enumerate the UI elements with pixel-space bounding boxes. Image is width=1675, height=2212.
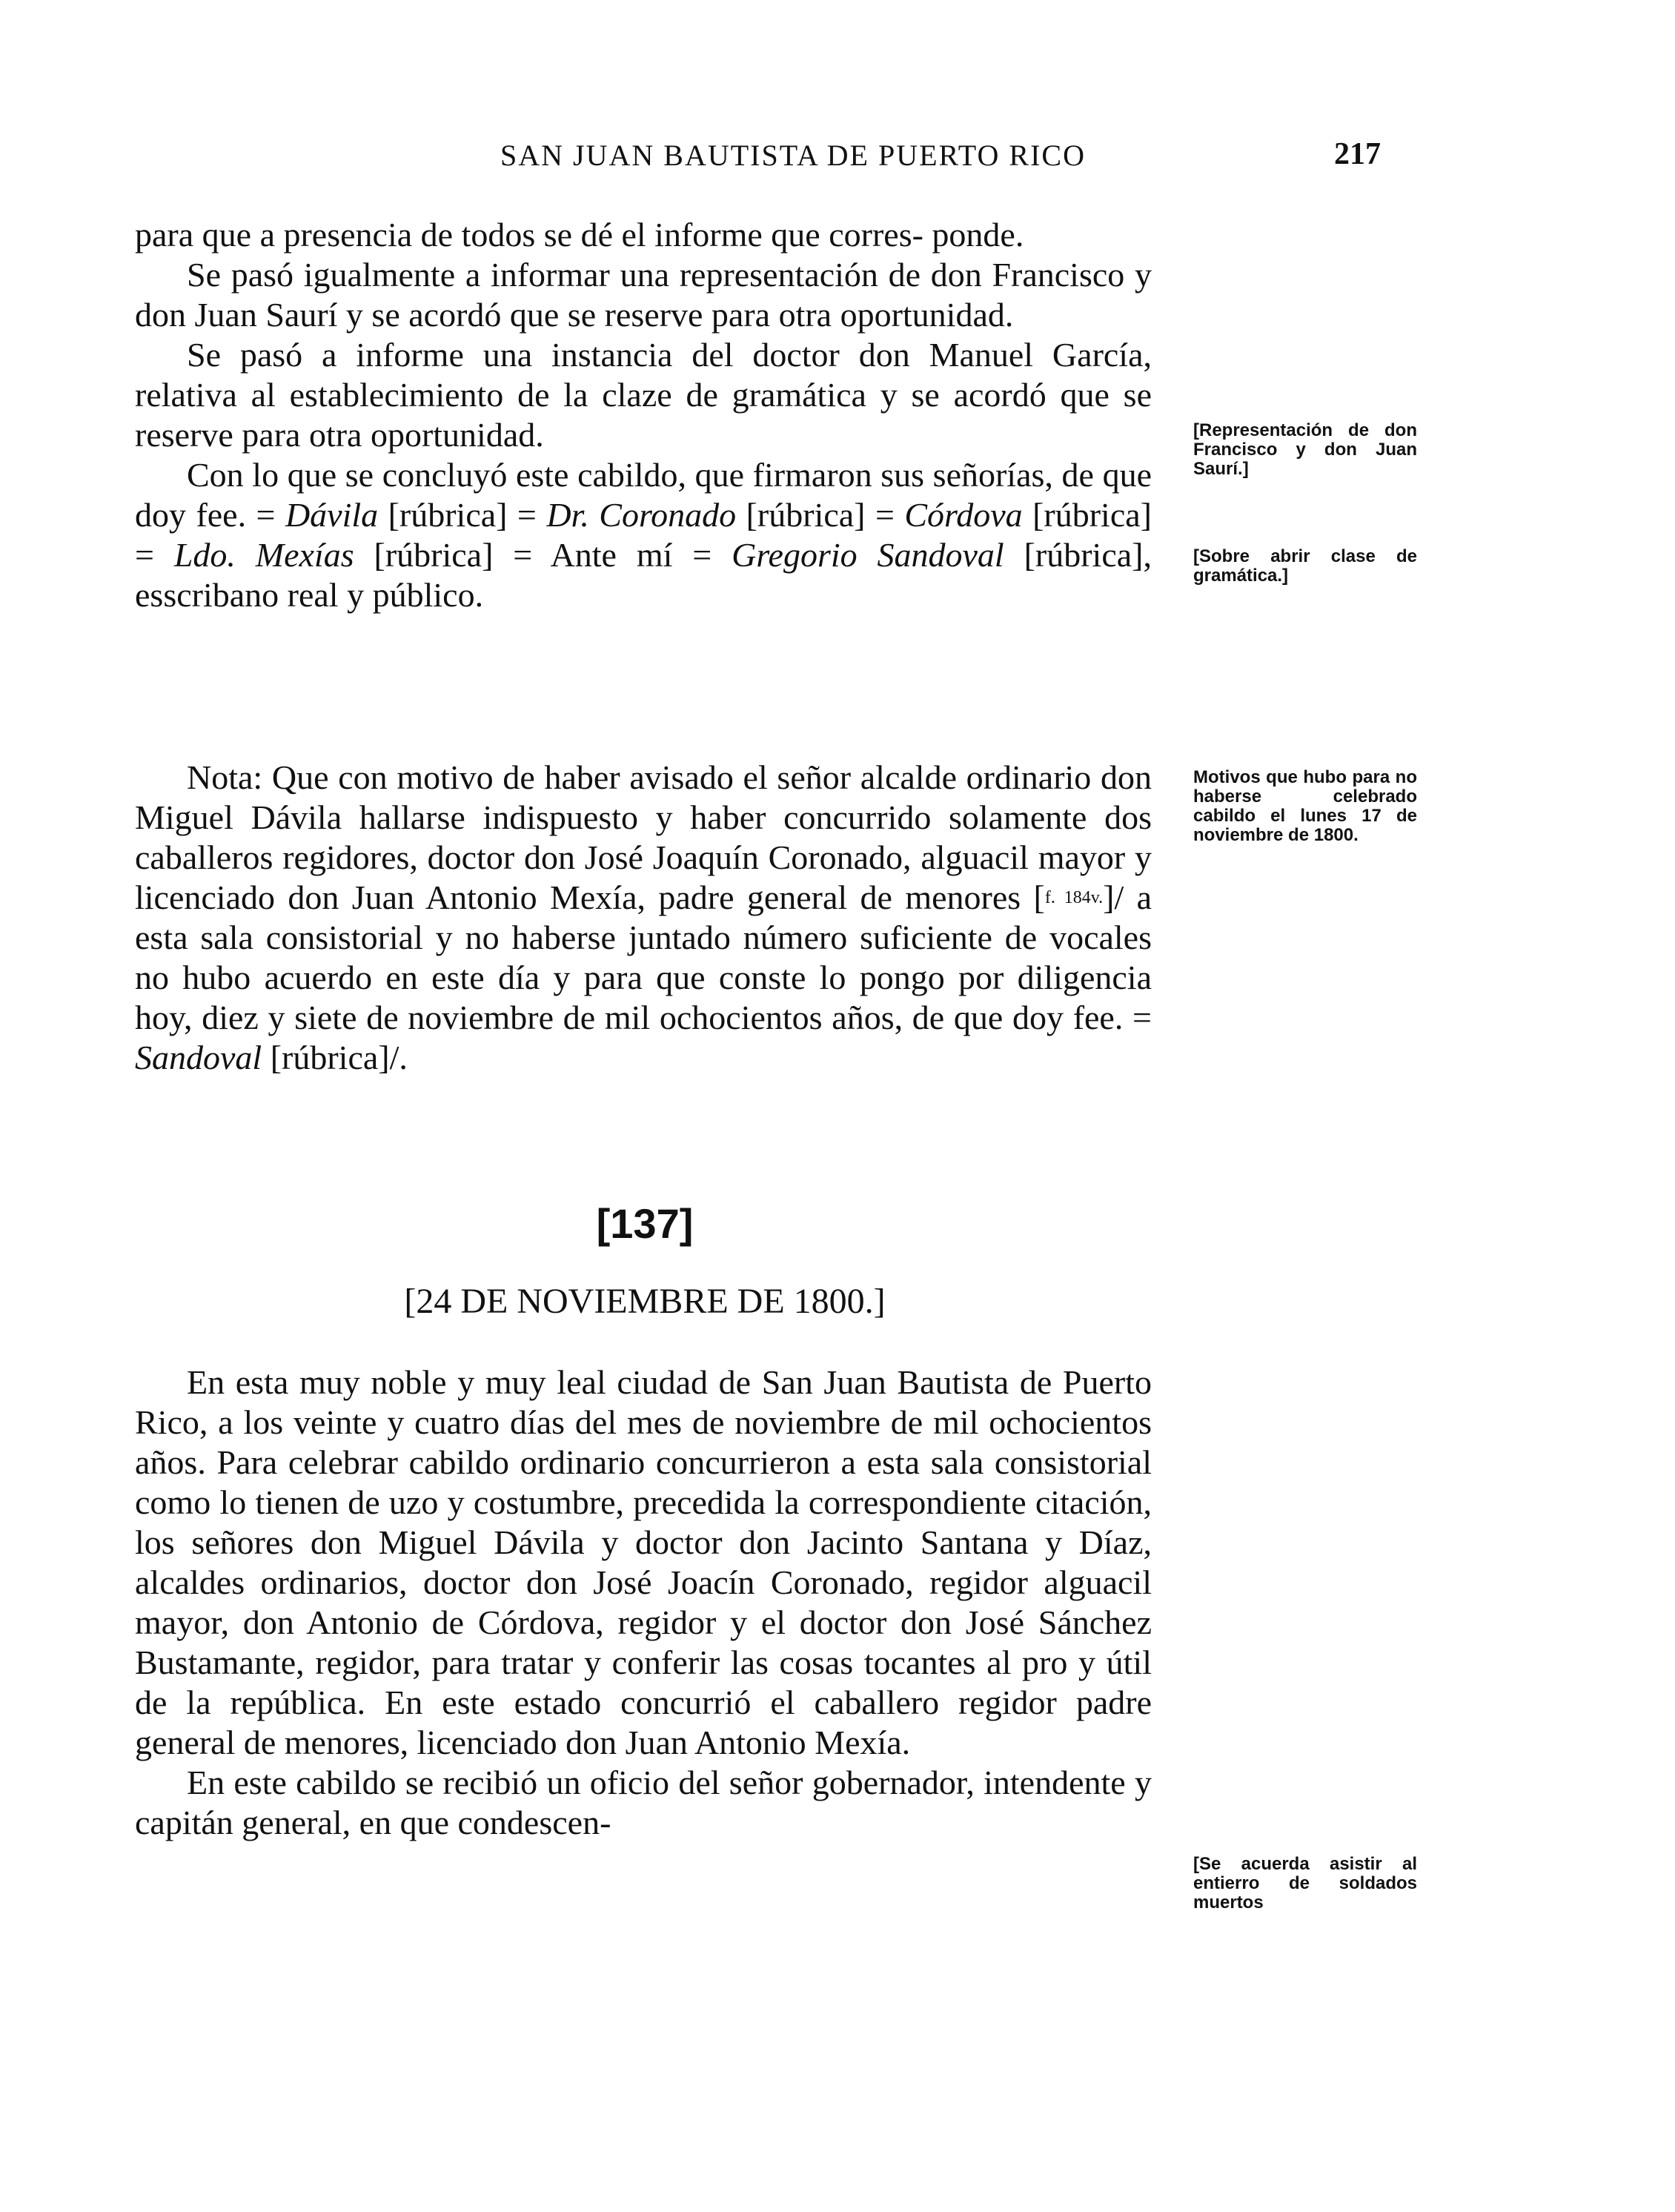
margin-note-text: [Representación de don Francisco y don Juan Saurí.] bbox=[1193, 420, 1417, 479]
closing-text-5: [rúbrica] = Ante mí = bbox=[354, 536, 732, 574]
signature-davila: Dávila bbox=[285, 496, 379, 534]
document-body bbox=[135, 1362, 1152, 1843]
signature-coronado: Dr. Coronado bbox=[546, 496, 737, 534]
nota-text-3: [rúbrica]/. bbox=[262, 1039, 408, 1076]
closing-text-3: [rúbrica] = bbox=[736, 496, 905, 534]
signature-mexias: Ldo. Mexías bbox=[173, 536, 354, 574]
running-title: SAN JUAN BAUTISTA DE PUERTO RICO bbox=[500, 139, 1086, 172]
closing-text-4: [rúbrica] = bbox=[135, 496, 1152, 574]
closing-text-6: [rúbrica], esscribano real y público. bbox=[135, 536, 1152, 614]
folio-marker: f. 184v. bbox=[1044, 888, 1104, 907]
paragraph-nota bbox=[135, 758, 1152, 1078]
continued-minutes bbox=[135, 215, 1152, 615]
paragraph-closing-signatures bbox=[135, 455, 1152, 615]
folio-open: [ bbox=[1033, 878, 1045, 916]
nota-signature: Sandoval bbox=[135, 1039, 262, 1076]
signature-sandoval: Gregorio Sandoval bbox=[732, 536, 1004, 574]
document-date: [24 DE NOVIEMBRE DE 1800.] bbox=[404, 1282, 886, 1321]
document-number: [137] bbox=[596, 1200, 694, 1247]
closing-text-2: [rúbrica] = bbox=[378, 496, 547, 534]
paragraph-oficio: En este cabildo se recibió un oficio del señor gobernador, intendente y capitán general, en que condescen- bbox=[135, 1764, 1152, 1841]
margin-note-gramatica bbox=[1193, 547, 1417, 586]
signature-cordova: Córdova bbox=[904, 496, 1023, 534]
nota-text-2: ]/ a esta sala consistorial y no haberse juntado número suficiente de vocales no hubo acuerdo en este día y para que conste lo pongo por diligencia hoy, diez y siete de noviembre de mil ochocientos años, de que doy fee. = bbox=[135, 878, 1152, 1036]
nota-block bbox=[135, 758, 1152, 1078]
paragraph-representation: Se pasó igualmente a informar una representación de don Francisco y don Juan Saurí y se acordó que se reserve para otra oportunidad. bbox=[135, 256, 1152, 334]
margin-note-motivos bbox=[1193, 768, 1417, 845]
margin-note-representacion bbox=[1193, 421, 1417, 479]
nota-text-1: Nota: Que con motivo de haber avisado el señor alcalde ordinario don Miguel Dávila hallarse indispuesto y haber concurrido solamente dos caballeros regidores, doctor don José Joaquín Coronado, alguacil mayor y licenciado don Juan Antonio Mexía, padre general de menores bbox=[135, 758, 1152, 916]
margin-note-entierro bbox=[1193, 1855, 1417, 1913]
margin-note-text: [Sobre abrir clase de gramática.] bbox=[1193, 546, 1417, 586]
margin-note-text: [Se acuerda asistir al entierro de soldados muertos bbox=[1193, 1854, 1417, 1913]
paragraph-opening: En esta muy noble y muy leal ciudad de San Juan Bautista de Puerto Rico, a los veinte y cuatro días del mes de noviembre de mil ochocientos años. Para celebrar cabildo ordinario concurrieron a esta sala consistorial como lo tienen de uzo y costumbre, precedida la correspondiente citación, los señores don Miguel Dávila y doctor don Jacinto Santana y Díaz, alcaldes ordinarios, doctor don José Joacín Coronado, regidor alguacil mayor, don Antonio de Córdova, regidor y el doctor don José Sánchez Bustamante, regidor, para tratar y conferir las cosas tocantes al pro y útil de la república. En este estado concurrió el caballero regidor padre general de menores, licenciado don Juan Antonio Mexía. bbox=[135, 1363, 1152, 1761]
paragraph-continuation: para que a presencia de todos se dé el informe que corres- ponde. bbox=[135, 216, 1024, 254]
margin-note-text: Motivos que hubo para no haberse celebrado cabildo el lunes 17 de noviembre de 1800. bbox=[1193, 767, 1417, 845]
page-number: 217 bbox=[1334, 137, 1381, 171]
closing-text-1: Con lo que se concluyó este cabildo, que firmaron sus señorías, de que doy fee. = bbox=[135, 456, 1152, 534]
paragraph-instancia: Se pasó a informe una instancia del doctor don Manuel García, relativa al establecimiento de la claze de gramática y se acordó que se reserve para otra oportunidad. bbox=[135, 336, 1152, 454]
